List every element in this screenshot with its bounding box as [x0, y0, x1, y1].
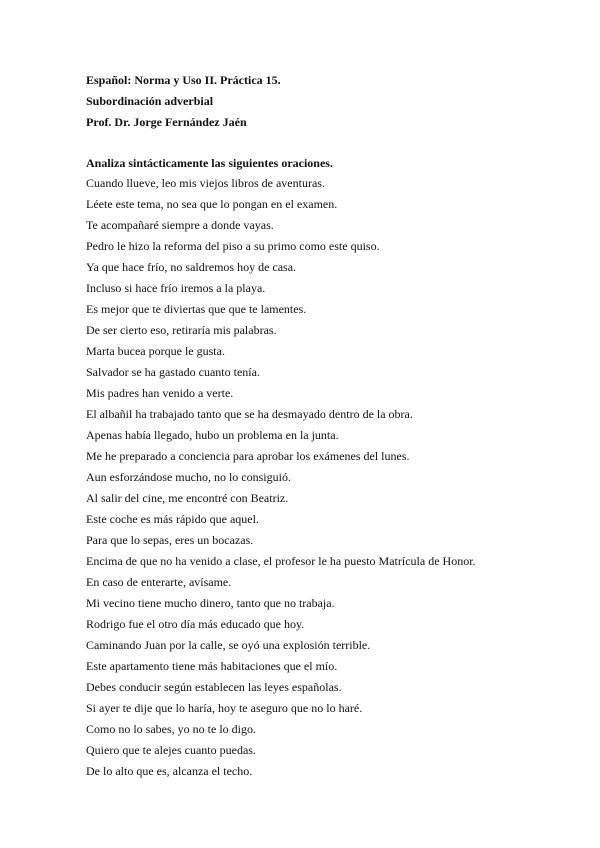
sentence-item: Rodrigo fue el otro día más educado que hoy. [86, 617, 305, 631]
sentence-item: Te acompañaré siempre a donde vayas. [86, 218, 274, 232]
sentence-item: De lo alto que es, alcanza el techo. [86, 764, 253, 778]
sentence-item: Pedro le hizo la reforma del piso a su primo como este quiso. [86, 239, 380, 253]
sentence-item: Quiero que te alejes cuanto puedas. [86, 743, 256, 757]
sentence-item: Apenas había llegado, hubo un problema en la junta. [86, 428, 339, 442]
sentence-item: En caso de enterarte, avísame. [86, 575, 232, 589]
sentence-item: El albañil ha trabajado tanto que se ha desmayado dentro de la obra. [86, 407, 413, 421]
sentence-item: Es mejor que te diviertas que que te lamentes. [86, 302, 307, 316]
sentence-item: Léete este tema, no sea que lo pongan en el examen. [86, 197, 338, 211]
sentence-item: Mi vecino tiene mucho dinero, tanto que no trabaja. [86, 596, 335, 610]
sentence-item: Al salir del cine, me encontré con Beatriz. [86, 491, 289, 505]
sentence-item: Para que lo sepas, eres un bocazas. [86, 533, 254, 547]
sentence-item: Aun esforzándose mucho, no lo consiguió. [86, 470, 291, 484]
exercise-instructions: Analiza sintácticamente las siguientes oraciones. [86, 156, 333, 170]
course-title: Español: Norma y Uso II. Práctica 15. [86, 73, 281, 87]
professor-name: Prof. Dr. Jorge Fernández Jaén [86, 115, 247, 129]
sentence-item: Marta bucea porque le gusta. [86, 344, 225, 358]
topic-title: Subordinación adverbial [86, 94, 214, 108]
sentence-item: Caminando Juan por la calle, se oyó una explosión terrible. [86, 638, 371, 652]
sentence-item: Salvador se ha gastado cuanto tenía. [86, 365, 260, 379]
document-header [86, 70, 566, 133]
sentence-item: Encima de que no ha venido a clase, el profesor le ha puesto Matrícula de Honor. [86, 554, 476, 568]
sentence-item: Incluso si hace frío iremos a la playa. [86, 281, 266, 295]
sentence-item: Cuando llueve, leo mis viejos libros de aventuras. [86, 176, 325, 190]
sentence-item: Como no lo sabes, yo no te lo digo. [86, 722, 256, 736]
sentence-item: Me he preparado a conciencia para aprobar los exámenes del lunes. [86, 449, 410, 463]
sentence-list [86, 173, 566, 782]
sentence-item: Debes conducir según establecen las leyes españolas. [86, 680, 342, 694]
sentence-item: Ya que hace frío, no saldremos hoy de casa. [86, 260, 297, 274]
sentence-item: Este apartamento tiene más habitaciones que el mío. [86, 659, 338, 673]
sentence-item: Mis padres han venido a verte. [86, 386, 234, 400]
sentence-item: De ser cierto eso, retiraría mis palabras. [86, 323, 277, 337]
sentence-item: Este coche es más rápido que aquel. [86, 512, 259, 526]
sentence-item: Si ayer te dije que lo haría, hoy te aseguro que no lo haré. [86, 701, 363, 715]
